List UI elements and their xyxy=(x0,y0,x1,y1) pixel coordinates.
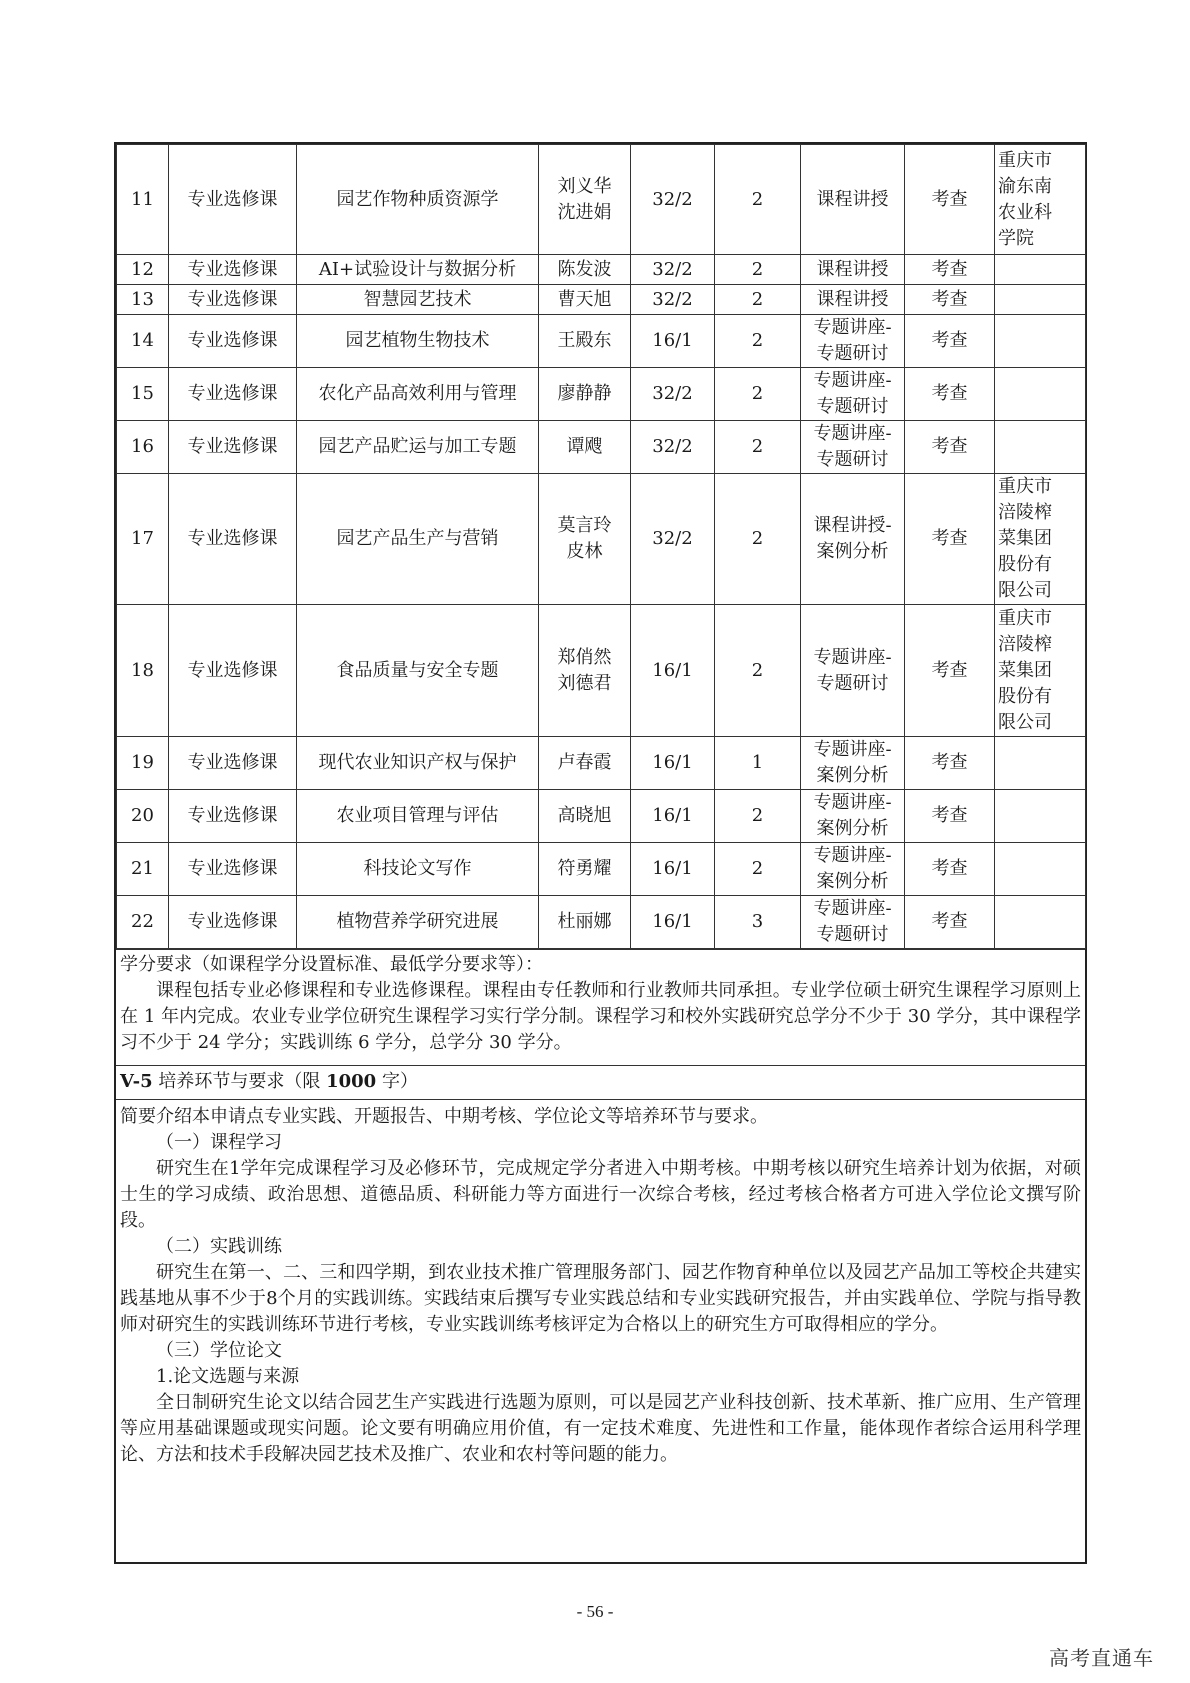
table-row xyxy=(117,368,1086,421)
course-table-body xyxy=(117,145,1086,949)
teaching-method xyxy=(801,285,905,315)
document-frame xyxy=(114,142,1087,1564)
course-hours: 16/1 xyxy=(631,605,715,737)
assessment-type: 考查 xyxy=(905,605,995,737)
teaching-method xyxy=(801,255,905,285)
teaching-method-line: 案例分析 xyxy=(816,871,889,892)
teacher-name: 刘德君 xyxy=(557,672,612,694)
course-name: AI+试验设计与数据分析 xyxy=(297,255,539,285)
teacher-name: 谭飕 xyxy=(566,436,603,457)
table-row xyxy=(117,421,1086,474)
course-teachers xyxy=(539,145,631,255)
teaching-method-line: 专题讲座- xyxy=(813,646,892,668)
assessment-type: 考查 xyxy=(905,790,995,843)
course-type: 专业选修课 xyxy=(169,896,297,949)
course-type: 专业选修课 xyxy=(169,368,297,421)
assessment-type: 考查 xyxy=(905,421,995,474)
course-credits: 2 xyxy=(715,315,801,368)
teaching-method xyxy=(801,896,905,949)
course-number: 13 xyxy=(117,285,169,315)
course-hours: 32/2 xyxy=(631,285,715,315)
course-hours: 32/2 xyxy=(631,368,715,421)
teaching-method-line: 案例分析 xyxy=(816,541,889,562)
course-name: 智慧园艺技术 xyxy=(297,285,539,315)
practice-heading: （二）实践训练 xyxy=(156,1236,282,1257)
assessment-type: 考查 xyxy=(905,474,995,605)
assessment-type: 考查 xyxy=(905,315,995,368)
course-number: 21 xyxy=(117,843,169,896)
course-name: 园艺产品生产与营销 xyxy=(297,474,539,605)
course-teachers xyxy=(539,474,631,605)
teaching-method xyxy=(801,421,905,474)
organization-line: 涪陵榨 xyxy=(998,633,1052,655)
teacher-name: 郑俏然 xyxy=(557,646,612,668)
table-row xyxy=(117,605,1086,737)
course-number: 11 xyxy=(117,145,169,255)
course-number: 17 xyxy=(117,474,169,605)
teacher-name: 高晓旭 xyxy=(557,805,612,826)
organization-line: 限公司 xyxy=(998,711,1052,733)
teaching-method-line: 课程讲授 xyxy=(816,288,889,310)
table-row xyxy=(117,285,1086,315)
course-study-heading: （一）课程学习 xyxy=(156,1132,282,1153)
teaching-method-line: 专题研讨 xyxy=(816,449,889,470)
partner-organization xyxy=(995,421,1086,474)
table-row xyxy=(117,474,1086,605)
course-hours: 16/1 xyxy=(631,790,715,843)
table-row xyxy=(117,315,1086,368)
credit-requirements-title: 学分要求（如课程学分设置标准、最低学分要求等）： xyxy=(120,954,543,975)
teaching-method-line: 专题研讨 xyxy=(816,672,889,694)
partner-organization xyxy=(995,605,1086,737)
course-name: 食品质量与安全专题 xyxy=(297,605,539,737)
course-hours: 16/1 xyxy=(631,315,715,368)
course-credits: 2 xyxy=(715,421,801,474)
course-teachers xyxy=(539,421,631,474)
assessment-type: 考查 xyxy=(905,843,995,896)
thesis-paragraph: 全日制研究生论文以结合园艺生产实践进行选题为原则，可以是园艺产业科技创新、技术革新、推广应用、生产管理等应用基础课题或现实问题。论文要有明确应用价值，有一定技术难度、先进性和工作量，能体现作者综合运用科学理论、方法和技术手段解决园艺技术及推广、农业和农村等问题的能力。 xyxy=(120,1392,1081,1465)
organization-line: 股份有 xyxy=(998,685,1052,707)
teacher-name: 曹天旭 xyxy=(557,288,612,310)
course-number: 14 xyxy=(117,315,169,368)
teaching-method-line: 专题研讨 xyxy=(816,343,889,364)
course-type: 专业选修课 xyxy=(169,843,297,896)
organization-line: 重庆市 xyxy=(998,607,1052,629)
organization-line: 股份有 xyxy=(998,554,1052,575)
organization-line: 菜集团 xyxy=(998,659,1052,681)
teacher-name: 莫言玲 xyxy=(557,515,612,536)
assessment-type: 考查 xyxy=(905,285,995,315)
table-row xyxy=(117,737,1086,790)
teaching-method-line: 案例分析 xyxy=(816,818,889,839)
teaching-method xyxy=(801,737,905,790)
course-type: 专业选修课 xyxy=(169,474,297,605)
course-number: 16 xyxy=(117,421,169,474)
teaching-method-line: 专题讲座- xyxy=(813,898,892,919)
teacher-name: 王殿东 xyxy=(557,330,612,351)
course-type: 专业选修课 xyxy=(169,421,297,474)
partner-organization xyxy=(995,255,1086,285)
course-name: 现代农业知识产权与保护 xyxy=(297,737,539,790)
thesis-subheading: 1.论文选题与来源 xyxy=(156,1366,300,1387)
course-type: 专业选修课 xyxy=(169,285,297,315)
course-hours: 32/2 xyxy=(631,145,715,255)
organization-line: 学院 xyxy=(998,227,1034,249)
course-name: 园艺植物生物技术 xyxy=(297,315,539,368)
course-teachers xyxy=(539,605,631,737)
teaching-method xyxy=(801,145,905,255)
partner-organization xyxy=(995,843,1086,896)
course-name: 植物营养学研究进展 xyxy=(297,896,539,949)
teaching-method-line: 专题讲座- xyxy=(813,845,892,866)
table-row xyxy=(117,896,1086,949)
section-v5-limit: 1000 xyxy=(326,1071,377,1092)
teaching-method xyxy=(801,368,905,421)
course-teachers xyxy=(539,790,631,843)
course-credits: 2 xyxy=(715,285,801,315)
course-number: 19 xyxy=(117,737,169,790)
course-credits: 2 xyxy=(715,255,801,285)
partner-organization xyxy=(995,315,1086,368)
teacher-name: 杜丽娜 xyxy=(557,911,612,932)
course-teachers xyxy=(539,896,631,949)
teaching-method-line: 案例分析 xyxy=(816,765,889,786)
course-teachers xyxy=(539,368,631,421)
course-type: 专业选修课 xyxy=(169,605,297,737)
assessment-type: 考查 xyxy=(905,145,995,255)
section-v5-title-suffix: 字） xyxy=(376,1071,418,1092)
organization-line: 重庆市 xyxy=(998,149,1052,171)
table-row xyxy=(117,843,1086,896)
course-credits: 2 xyxy=(715,145,801,255)
course-hours: 32/2 xyxy=(631,255,715,285)
course-name: 农化产品高效利用与管理 xyxy=(297,368,539,421)
course-name: 园艺产品贮运与加工专题 xyxy=(297,421,539,474)
partner-organization xyxy=(995,737,1086,790)
course-credits: 2 xyxy=(715,790,801,843)
section-v5-intro: 简要介绍本申请点专业实践、开题报告、中期考核、学位论文等培养环节与要求。 xyxy=(120,1106,768,1127)
teaching-method xyxy=(801,605,905,737)
course-table xyxy=(116,144,1086,949)
course-teachers xyxy=(539,737,631,790)
course-credits: 3 xyxy=(715,896,801,949)
credit-requirements xyxy=(116,949,1085,1065)
table-row xyxy=(117,145,1086,255)
course-type: 专业选修课 xyxy=(169,255,297,285)
teaching-method xyxy=(801,315,905,368)
course-credits: 1 xyxy=(715,737,801,790)
teaching-method-line: 专题讲座- xyxy=(813,792,892,813)
teaching-method-line: 课程讲授- xyxy=(813,515,892,536)
course-study-paragraph: 研究生在1学年完成课程学习及必修环节，完成规定学分者进入中期考核。中期考核以研究生培养计划为依据，对硕士生的学习成绩、政治思想、道德品质、科研能力等方面进行一次综合考核，经过考核合格者方可进入学位论文撰写阶段。 xyxy=(120,1158,1081,1231)
teacher-name: 卢春霞 xyxy=(557,752,612,773)
teacher-name: 陈发波 xyxy=(557,258,612,280)
teacher-name: 皮林 xyxy=(566,541,603,562)
organization-line: 限公司 xyxy=(998,580,1052,601)
section-v5-body xyxy=(116,1099,1085,1468)
course-teachers xyxy=(539,315,631,368)
assessment-type: 考查 xyxy=(905,737,995,790)
teaching-method-line: 专题讲座- xyxy=(813,423,892,444)
thesis-heading: （三）学位论文 xyxy=(156,1340,282,1361)
course-name: 农业项目管理与评估 xyxy=(297,790,539,843)
partner-organization xyxy=(995,145,1086,255)
course-teachers xyxy=(539,843,631,896)
partner-organization xyxy=(995,285,1086,315)
teaching-method-line: 课程讲授 xyxy=(816,258,889,280)
course-name: 园艺作物种质资源学 xyxy=(297,145,539,255)
course-teachers xyxy=(539,255,631,285)
teaching-method xyxy=(801,790,905,843)
course-credits: 2 xyxy=(715,474,801,605)
course-name: 科技论文写作 xyxy=(297,843,539,896)
page-number: - 56 - xyxy=(576,1602,614,1621)
assessment-type: 考查 xyxy=(905,368,995,421)
assessment-type: 考查 xyxy=(905,896,995,949)
course-number: 20 xyxy=(117,790,169,843)
watermark-text: 高考直通车 xyxy=(1049,1646,1154,1670)
teaching-method-line: 课程讲授 xyxy=(816,188,889,210)
course-credits: 2 xyxy=(715,605,801,737)
partner-organization xyxy=(995,368,1086,421)
teacher-name: 廖静静 xyxy=(557,383,612,404)
organization-line: 农业科 xyxy=(998,201,1052,223)
table-row xyxy=(117,255,1086,285)
teaching-method-line: 专题讲座- xyxy=(813,370,892,391)
teaching-method-line: 专题研讨 xyxy=(816,396,889,417)
course-number: 18 xyxy=(117,605,169,737)
course-hours: 16/1 xyxy=(631,843,715,896)
organization-line: 渝东南 xyxy=(998,175,1052,197)
organization-line: 涪陵榨 xyxy=(998,502,1052,523)
teaching-method-line: 专题研讨 xyxy=(816,924,889,945)
partner-organization xyxy=(995,474,1086,605)
assessment-type: 考查 xyxy=(905,255,995,285)
teaching-method-line: 专题讲座- xyxy=(813,739,892,760)
practice-paragraph: 研究生在第一、二、三和四学期，到农业技术推广管理服务部门、园艺作物育种单位以及园艺产品加工等校企共建实践基地从事不少于8个月的实践训练。实践结束后撰写专业实践总结和专业实践研究报告，并由实践单位、学院与指导教师对研究生的实践训练环节进行考核，专业实践训练考核评定为合格以上的研究生方可取得相应的学分。 xyxy=(120,1262,1081,1335)
course-type: 专业选修课 xyxy=(169,737,297,790)
organization-line: 菜集团 xyxy=(998,528,1052,549)
partner-organization xyxy=(995,790,1086,843)
teaching-method xyxy=(801,474,905,605)
course-hours: 32/2 xyxy=(631,421,715,474)
teacher-name: 符勇耀 xyxy=(557,858,612,879)
course-teachers xyxy=(539,285,631,315)
course-hours: 16/1 xyxy=(631,896,715,949)
section-v5-title: 培养环节与要求（限 xyxy=(152,1071,327,1092)
teacher-name: 刘义华 xyxy=(557,175,612,197)
teaching-method xyxy=(801,843,905,896)
section-v5-number: V-5 xyxy=(120,1071,153,1092)
course-hours: 32/2 xyxy=(631,474,715,605)
course-hours: 16/1 xyxy=(631,737,715,790)
course-number: 12 xyxy=(117,255,169,285)
teacher-name: 沈进娟 xyxy=(557,201,612,223)
section-v5-header xyxy=(116,1065,1085,1099)
course-credits: 2 xyxy=(715,368,801,421)
course-type: 专业选修课 xyxy=(169,315,297,368)
course-type: 专业选修课 xyxy=(169,145,297,255)
course-number: 22 xyxy=(117,896,169,949)
teaching-method-line: 专题讲座- xyxy=(813,317,892,338)
course-credits: 2 xyxy=(715,843,801,896)
partner-organization xyxy=(995,896,1086,949)
organization-line: 重庆市 xyxy=(998,476,1052,497)
course-number: 15 xyxy=(117,368,169,421)
table-row xyxy=(117,790,1086,843)
credit-requirements-body: 课程包括专业必修课程和专业选修课程。课程由专任教师和行业教师共同承担。专业学位硕士研究生课程学习原则上在 1 年内完成。农业专业学位研究生课程学习实行学分制。课程学习和校外实践研究总学分不少于 30 学分，其中课程学习不少于 24 学分；实践训练 6 学分，总学分 30 学分。 xyxy=(120,980,1081,1053)
course-type: 专业选修课 xyxy=(169,790,297,843)
